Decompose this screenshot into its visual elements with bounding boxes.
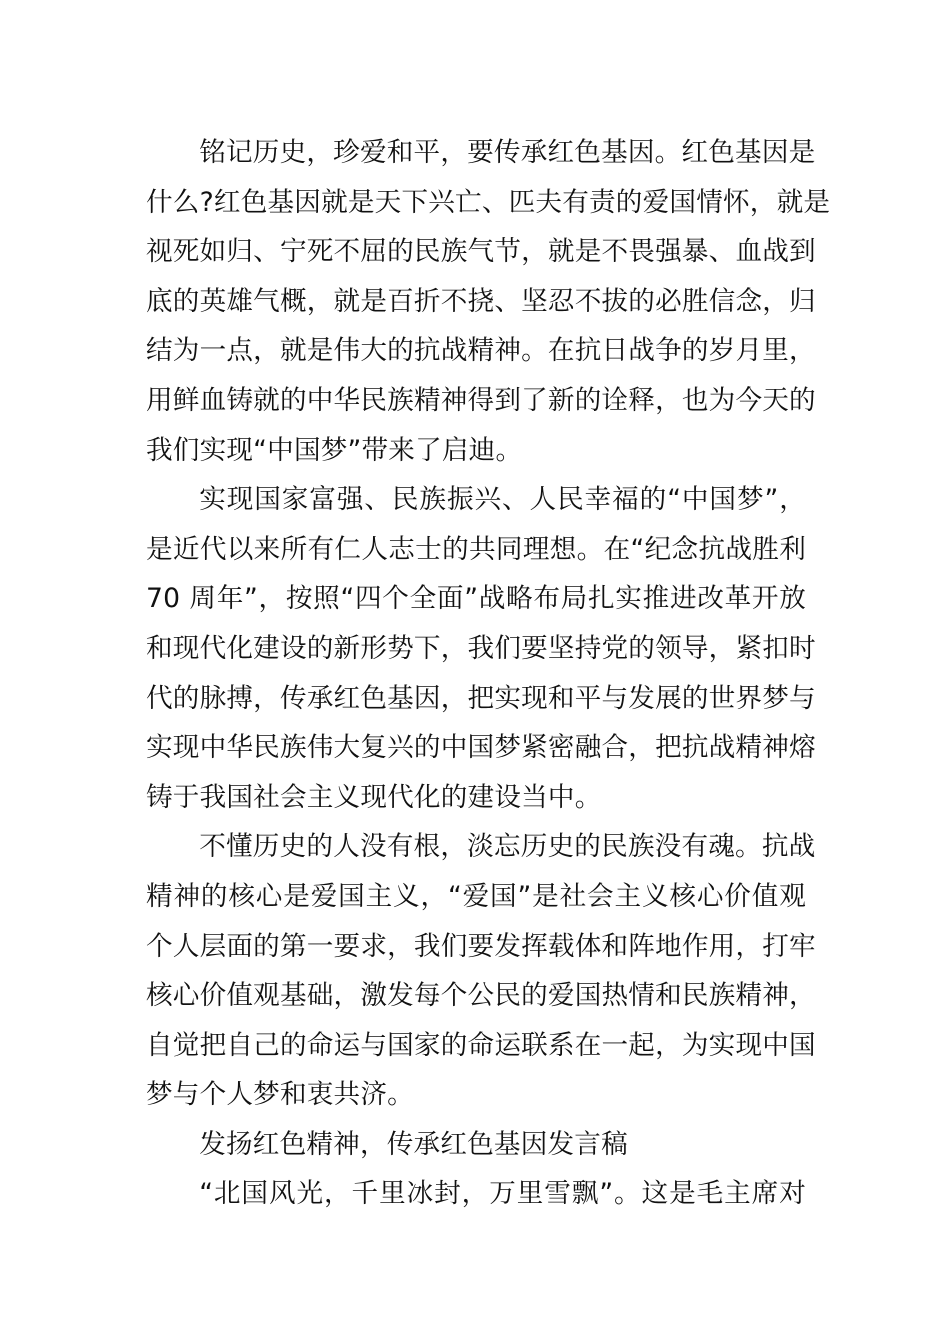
- text-line: 精神的核心是爱国主义，“爱国”是社会主义核心价值观: [146, 880, 806, 912]
- paragraph-3: [146, 822, 816, 1120]
- text-line: 实现中华民族伟大复兴的中国梦紧密融合，把抗战精神熔: [146, 732, 816, 764]
- text-line: 不懂历史的人没有根，淡忘历史的民族没有魂。抗战: [199, 831, 816, 863]
- text-line: 个人层面的第一要求，我们要发挥载体和阵地作用，打牢: [146, 930, 816, 962]
- text-line: 实现国家富强、民族振兴、人民幸福的“中国梦”，: [199, 484, 806, 516]
- text-line: 什么?红色基因就是天下兴亡、匹夫有责的爱国情怀，就是: [146, 186, 831, 218]
- text-line: 是近代以来所有仁人志士的共同理想。在“纪念抗战胜利: [146, 533, 806, 565]
- paragraph-2: [146, 475, 816, 822]
- text-line: 核心价值观基础，激发每个公民的爱国热情和民族精神，: [146, 980, 816, 1012]
- text-line: 代的脉搏，传承红色基因，把实现和平与发展的世界梦与: [146, 682, 816, 714]
- text-line: 用鲜血铸就的中华民族精神得到了新的诠释，也为今天的: [146, 384, 816, 416]
- paragraph-1: [146, 128, 831, 475]
- text-line: 自觉把自己的命运与国家的命运联系在一起，为实现中国: [146, 1029, 816, 1061]
- text-line: 铭记历史，珍爱和平，要传承红色基因。红色基因是: [199, 137, 816, 168]
- text-line: 铸于我国社会主义现代化的建设当中。: [146, 781, 602, 813]
- text-line: 我们实现“中国梦”带来了启迪。: [146, 434, 523, 466]
- document-body: [146, 128, 831, 1219]
- text-line: 梦与个人梦和衷共济。: [146, 1079, 414, 1111]
- text-line: 和现代化建设的新形势下，我们要坚持党的领导，紧扣时: [146, 632, 816, 664]
- text-line: 结为一点，就是伟大的抗战精神。在抗日战争的岁月里，: [146, 335, 816, 367]
- text-line: 底的英雄气概，就是百折不挠、坚忍不拔的必胜信念，归: [146, 285, 816, 317]
- text-line: 视死如归、宁死不屈的民族气节，就是不畏强暴、血战到: [146, 236, 816, 268]
- heading-paragraph: [146, 1120, 806, 1170]
- paragraph-4: [146, 1169, 806, 1219]
- text-line: 70 周年”，按照“四个全面”战略布局扎实推进改革开放: [146, 583, 806, 615]
- section-heading: 发扬红色精神，传承红色基因发言稿: [199, 1128, 628, 1160]
- text-line: “北国风光，千里冰封，万里雪飘”。这是毛主席对: [199, 1178, 806, 1210]
